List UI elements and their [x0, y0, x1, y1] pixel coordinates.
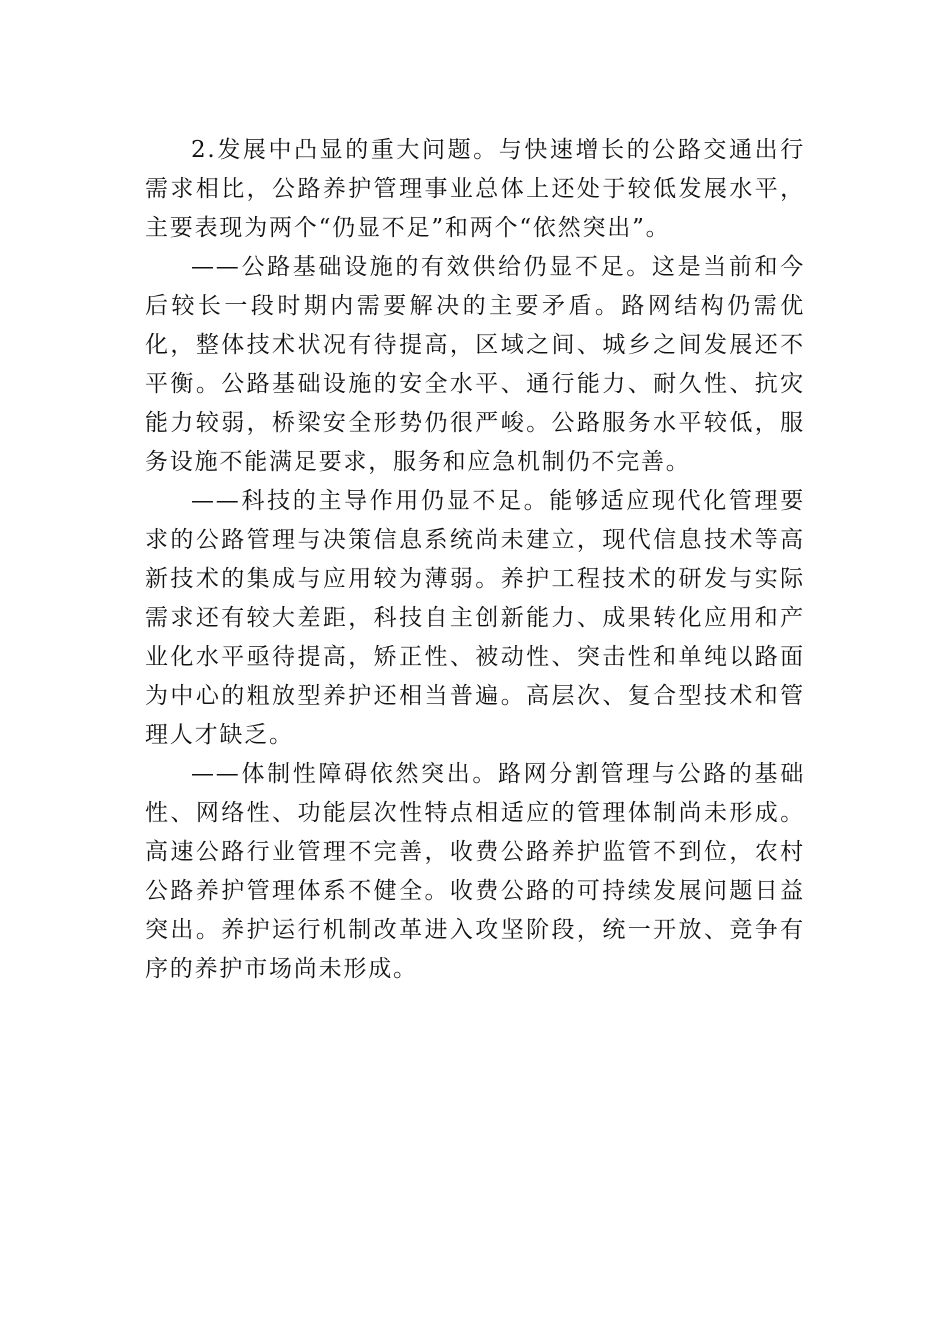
paragraph-institutional-barriers: ——体制性障碍依然突出。路网分割管理与公路的基础性、网络性、功能层次性特点相适应的管理体制尚未形成。高速公路行业管理不完善，收费公路养护监管不到位，农村公路养护管理体系不健全。收费公路的可持续发展问题日益突出。养护运行机制改革进入攻坚阶段，统一开放、竞争有序的养护市场尚未形成。: [145, 761, 805, 982]
paragraph-infrastructure-supply: ——公路基础设施的有效供给仍显不足。这是当前和今后较长一段时期内需要解决的主要矛盾。路网结构仍需优化，整体技术状况有待提高，区域之间、城乡之间发展还不平衡。公路基础设施的安全水平、通行能力、耐久性、抗灾能力较弱，桥梁安全形势仍很严峻。公路服务水平较低，服务设施不能满足要求，服务和应急机制仍不完善。: [145, 254, 805, 475]
paragraph-major-issues: 2.发展中凸显的重大问题。与快速增长的公路交通出行需求相比，公路养护管理事业总体上还处于较低发展水平，主要表现为两个“仍显不足”和两个“依然突出”。: [145, 137, 805, 241]
paragraph-technology-role: ——科技的主导作用仍显不足。能够适应现代化管理要求的公路管理与决策信息系统尚未建立，现代信息技术等高新技术的集成与应用较为薄弱。养护工程技术的研发与实际需求还有较大差距，科技自主创新能力、成果转化应用和产业化水平亟待提高，矫正性、被动性、突击性和单纯以路面为中心的粗放型养护还相当普遍。高层次、复合型技术和管理人才缺乏。: [145, 488, 805, 748]
document-body: [145, 131, 805, 989]
